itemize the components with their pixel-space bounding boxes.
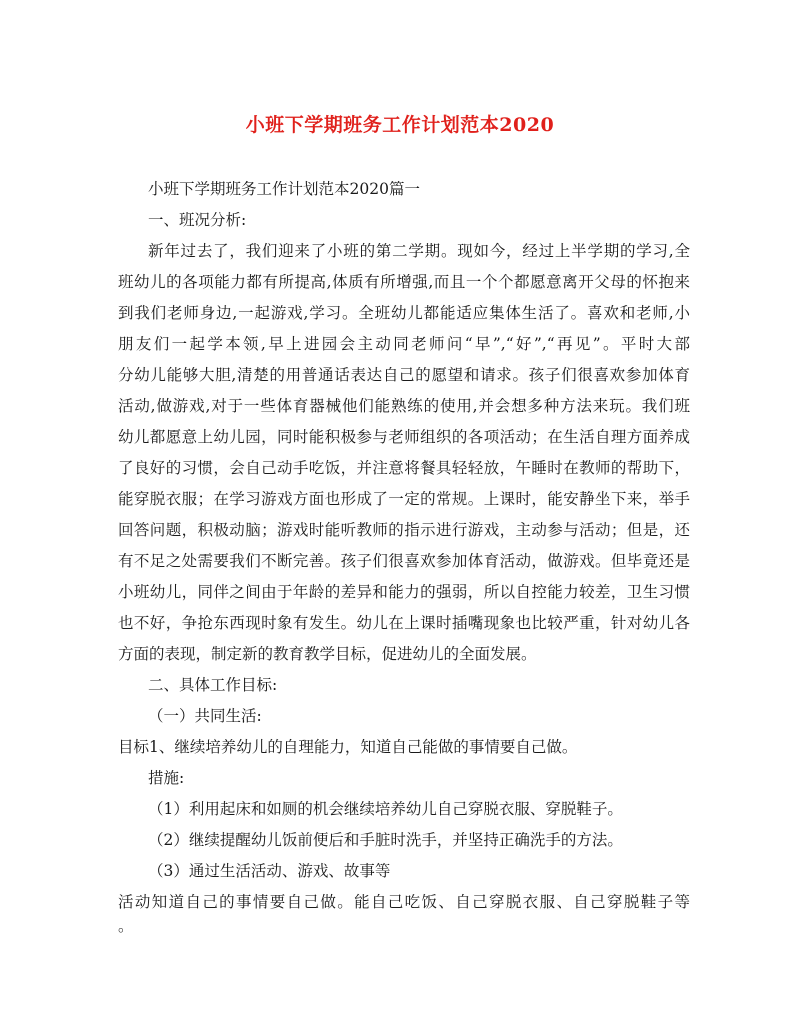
paragraph-line: 活动知道自己的事情要自己做。能自己吃饭、自己穿脱衣服、自己穿脱鞋子等 — [118, 893, 690, 911]
paragraph-line: 了良好的习惯，会自己动手吃饭，并注意将餐具轻轻放，午睡时在教师的帮助下， — [118, 459, 690, 477]
paragraph-line: 能穿脱衣服；在学习游戏方面也形成了一定的常规。上课时，能安静坐下来，举手 — [118, 490, 690, 508]
paragraph-line: 也不好，争抢东西现时象有发生。幼儿在上课时插嘴现象也比较严重，针对幼儿各 — [118, 614, 690, 632]
paragraph-line: 活动,做游戏,对于一些体育器械他们能熟练的使用,并会想多种方法来玩。我们班 — [118, 397, 690, 415]
measure-item: （2）继续提醒幼儿饭前便后和手脏时洗手，并坚持正确洗手的方法。 — [148, 831, 623, 849]
goal-line: 目标1、继续培养幼儿的自理能力，知道自己能做的事情要自己做。 — [118, 738, 578, 756]
paragraph-line: 分幼儿能够大胆,清楚的用普通话表达自己的愿望和请求。孩子们很喜欢参加体育 — [118, 366, 690, 384]
measure-item: （3）通过生活活动、游戏、故事等 — [148, 862, 391, 880]
paragraph-line: 小班幼儿，同伴之间由于年龄的差异和能力的强弱，所以自控能力较差，卫生习惯 — [118, 583, 690, 601]
measure-item: （1）利用起床和如厕的机会继续培养幼儿自己穿脱衣服、穿脱鞋子。 — [148, 800, 623, 818]
paragraph-line: 幼儿都愿意上幼儿园，同时能积极参与老师组织的各项活动；在生活自理方面养成 — [118, 428, 690, 446]
paragraph-line: 有不足之处需要我们不断完善。孩子们很喜欢参加体育活动，做游戏。但毕竟还是 — [118, 552, 690, 570]
paragraph-line: 朋友们一起学本领,早上进园会主动同老师问“早”,“好”,“再见”。平时大部 — [118, 335, 690, 353]
paragraph-line: 班幼儿的各项能力都有所提高,体质有所增强,而且一个个都愿意离开父母的怀抱来 — [118, 273, 690, 291]
subtitle-line: 小班下学期班务工作计划范本2020篇一 — [148, 180, 420, 198]
paragraph-line: 。 — [118, 917, 134, 935]
section-heading: 一、班况分析: — [148, 211, 247, 229]
paragraph-line: 新年过去了，我们迎来了小班的第二学期。现如今，经过上半学期的学习,全 — [148, 242, 690, 260]
paragraph-line: 回答问题，积极动脑；游戏时能听教师的指示进行游戏，主动参与活动；但是，还 — [118, 521, 690, 539]
section-heading: 二、具体工作目标: — [148, 676, 278, 694]
paragraph-line: 方面的表现，制定新的教育教学目标，促进幼儿的全面发展。 — [118, 645, 537, 663]
document-title: 小班下学期班务工作计划范本2020 — [245, 114, 555, 136]
paragraph-line: 到我们老师身边,一起游戏,学习。全班幼儿都能适应集体生活了。喜欢和老师,小 — [118, 304, 690, 322]
subsection-heading: （一）共同生活: — [148, 707, 262, 725]
measures-heading: 措施: — [148, 769, 185, 787]
